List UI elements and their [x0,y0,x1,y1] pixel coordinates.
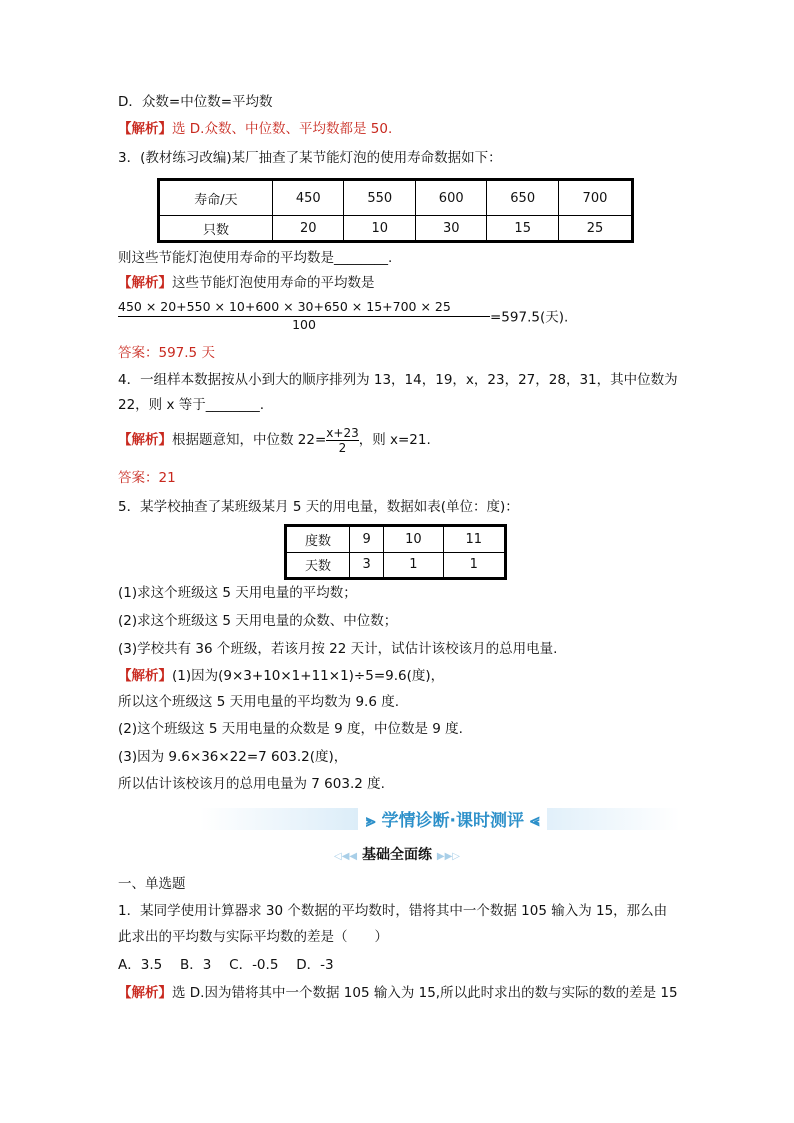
analysis-text: 选 D.因为错将其中一个数据 105 输入为 15,所以此时求出的数与实际的数的差是 15 [172,985,678,1001]
table-cell: 11 [443,526,505,553]
question-5-3: (3)学校共有 36 个班级，若该月按 22 天计，试估计该校该月的总用电量. [118,641,558,657]
table-cell: 寿命/天 [159,180,273,216]
table-cell: 10 [384,526,443,553]
analysis-line [118,424,431,456]
fraction [326,426,358,455]
analysis-line [118,120,392,138]
electricity-table [284,524,507,580]
question-3-blank: 则这些节能灯泡使用寿命的平均数是________. [118,250,393,266]
table-cell: 700 [558,180,632,216]
table-cell: 9 [350,526,384,553]
sub-banner: ◁◀◀ 基础全面练 ▶▶▷ [334,847,460,863]
analysis-label: 【解析】 [118,432,172,448]
analysis-text: 这些节能灯泡使用寿命的平均数是 [172,275,375,291]
question-5-2: (2)求这个班级这 5 天用电量的众数、中位数； [118,613,398,629]
table-cell: 15 [487,216,558,242]
analysis-text: 所以这个班级这 5 天用电量的平均数为 9.6 度. [118,694,400,710]
table-cell: 度数 [286,526,350,553]
fraction-numerator: x+23 [326,425,359,440]
table-cell: 650 [487,180,558,216]
analysis-line [118,667,444,685]
question-1-line2: 此求出的平均数与实际平均数的差是（ ） [118,929,388,945]
section-banner-title: ⪢ 学情诊断·课时测评 ⪡ [358,806,547,831]
analysis-text: (3)因为 9.6×36×22=7 603.2(度)， [118,749,348,765]
fraction-denominator: 2 [338,440,347,455]
section-heading: 一、单选题 [118,876,186,892]
table-cell: 只数 [159,216,273,242]
question-5-1: (1)求这个班级这 5 天用电量的平均数； [118,585,357,601]
answer-4: 答案：21 [118,470,176,486]
fraction-result: =597.5(天). [490,309,569,326]
analysis-label: 【解析】 [118,121,172,137]
answer-3: 答案：597.5 天 [118,345,215,361]
section-banner [200,808,680,830]
table-cell: 600 [415,180,486,216]
analysis-label: 【解析】 [118,668,172,684]
question-1-line1: 1．某同学使用计算器求 30 个数据的平均数时，错将其中一个数据 105 输入为 15，那么由 [118,903,668,919]
table-cell: 3 [350,552,384,579]
analysis-text: 根据题意知，中位数 22= [172,432,327,448]
table-cell: 天数 [286,552,350,579]
fraction-denominator: 100 [292,317,316,332]
table-cell: 25 [558,216,632,242]
analysis-text: (2)这个班级这 5 天用电量的众数是 9 度，中位数是 9 度. [118,721,463,737]
fraction-numerator: 450 × 20+550 × 10+600 × 30+650 × 15+700 × 25 [118,299,490,317]
analysis-text: 所以估计该校该月的总用电量为 7 603.2 度. [118,776,385,792]
option-d: D．众数=中位数=平均数 [118,94,273,110]
analysis-label: 【解析】 [118,275,172,291]
table-cell: 30 [415,216,486,242]
analysis-label: 【解析】 [118,985,172,1001]
analysis-line [118,274,375,292]
analysis-line [118,984,678,1002]
fraction [118,299,568,332]
analysis-text: (1)因为(9×3+10×1+11×1)÷5=9.6(度)， [172,668,445,684]
table-cell: 1 [443,552,505,579]
question-1-options: A．3.5 B．3 C．-0.5 D．-3 [118,957,334,973]
sub-banner-title: 基础全面练 [362,847,432,863]
analysis-text: ，则 x=21. [358,432,431,448]
question-4-line2: 22，则 x 等于________. [118,397,265,413]
table-cell: 10 [344,216,415,242]
table-cell: 20 [273,216,344,242]
table-cell: 450 [273,180,344,216]
question-4-line1: 4．一组样本数据按从小到大的顺序排列为 13，14，19，x，23，27，28，31，其中位数为 [118,372,678,388]
question-3: 3．(教材练习改编)某厂抽查了某节能灯泡的使用寿命数据如下： [118,150,502,166]
analysis-text: 选 D.众数、中位数、平均数都是 50. [172,121,393,137]
lifespan-table [157,178,634,243]
table-cell: 550 [344,180,415,216]
table-cell: 1 [384,552,443,579]
question-5: 5．某学校抽查了某班级某月 5 天的用电量，数据如表(单位：度)： [118,499,519,515]
